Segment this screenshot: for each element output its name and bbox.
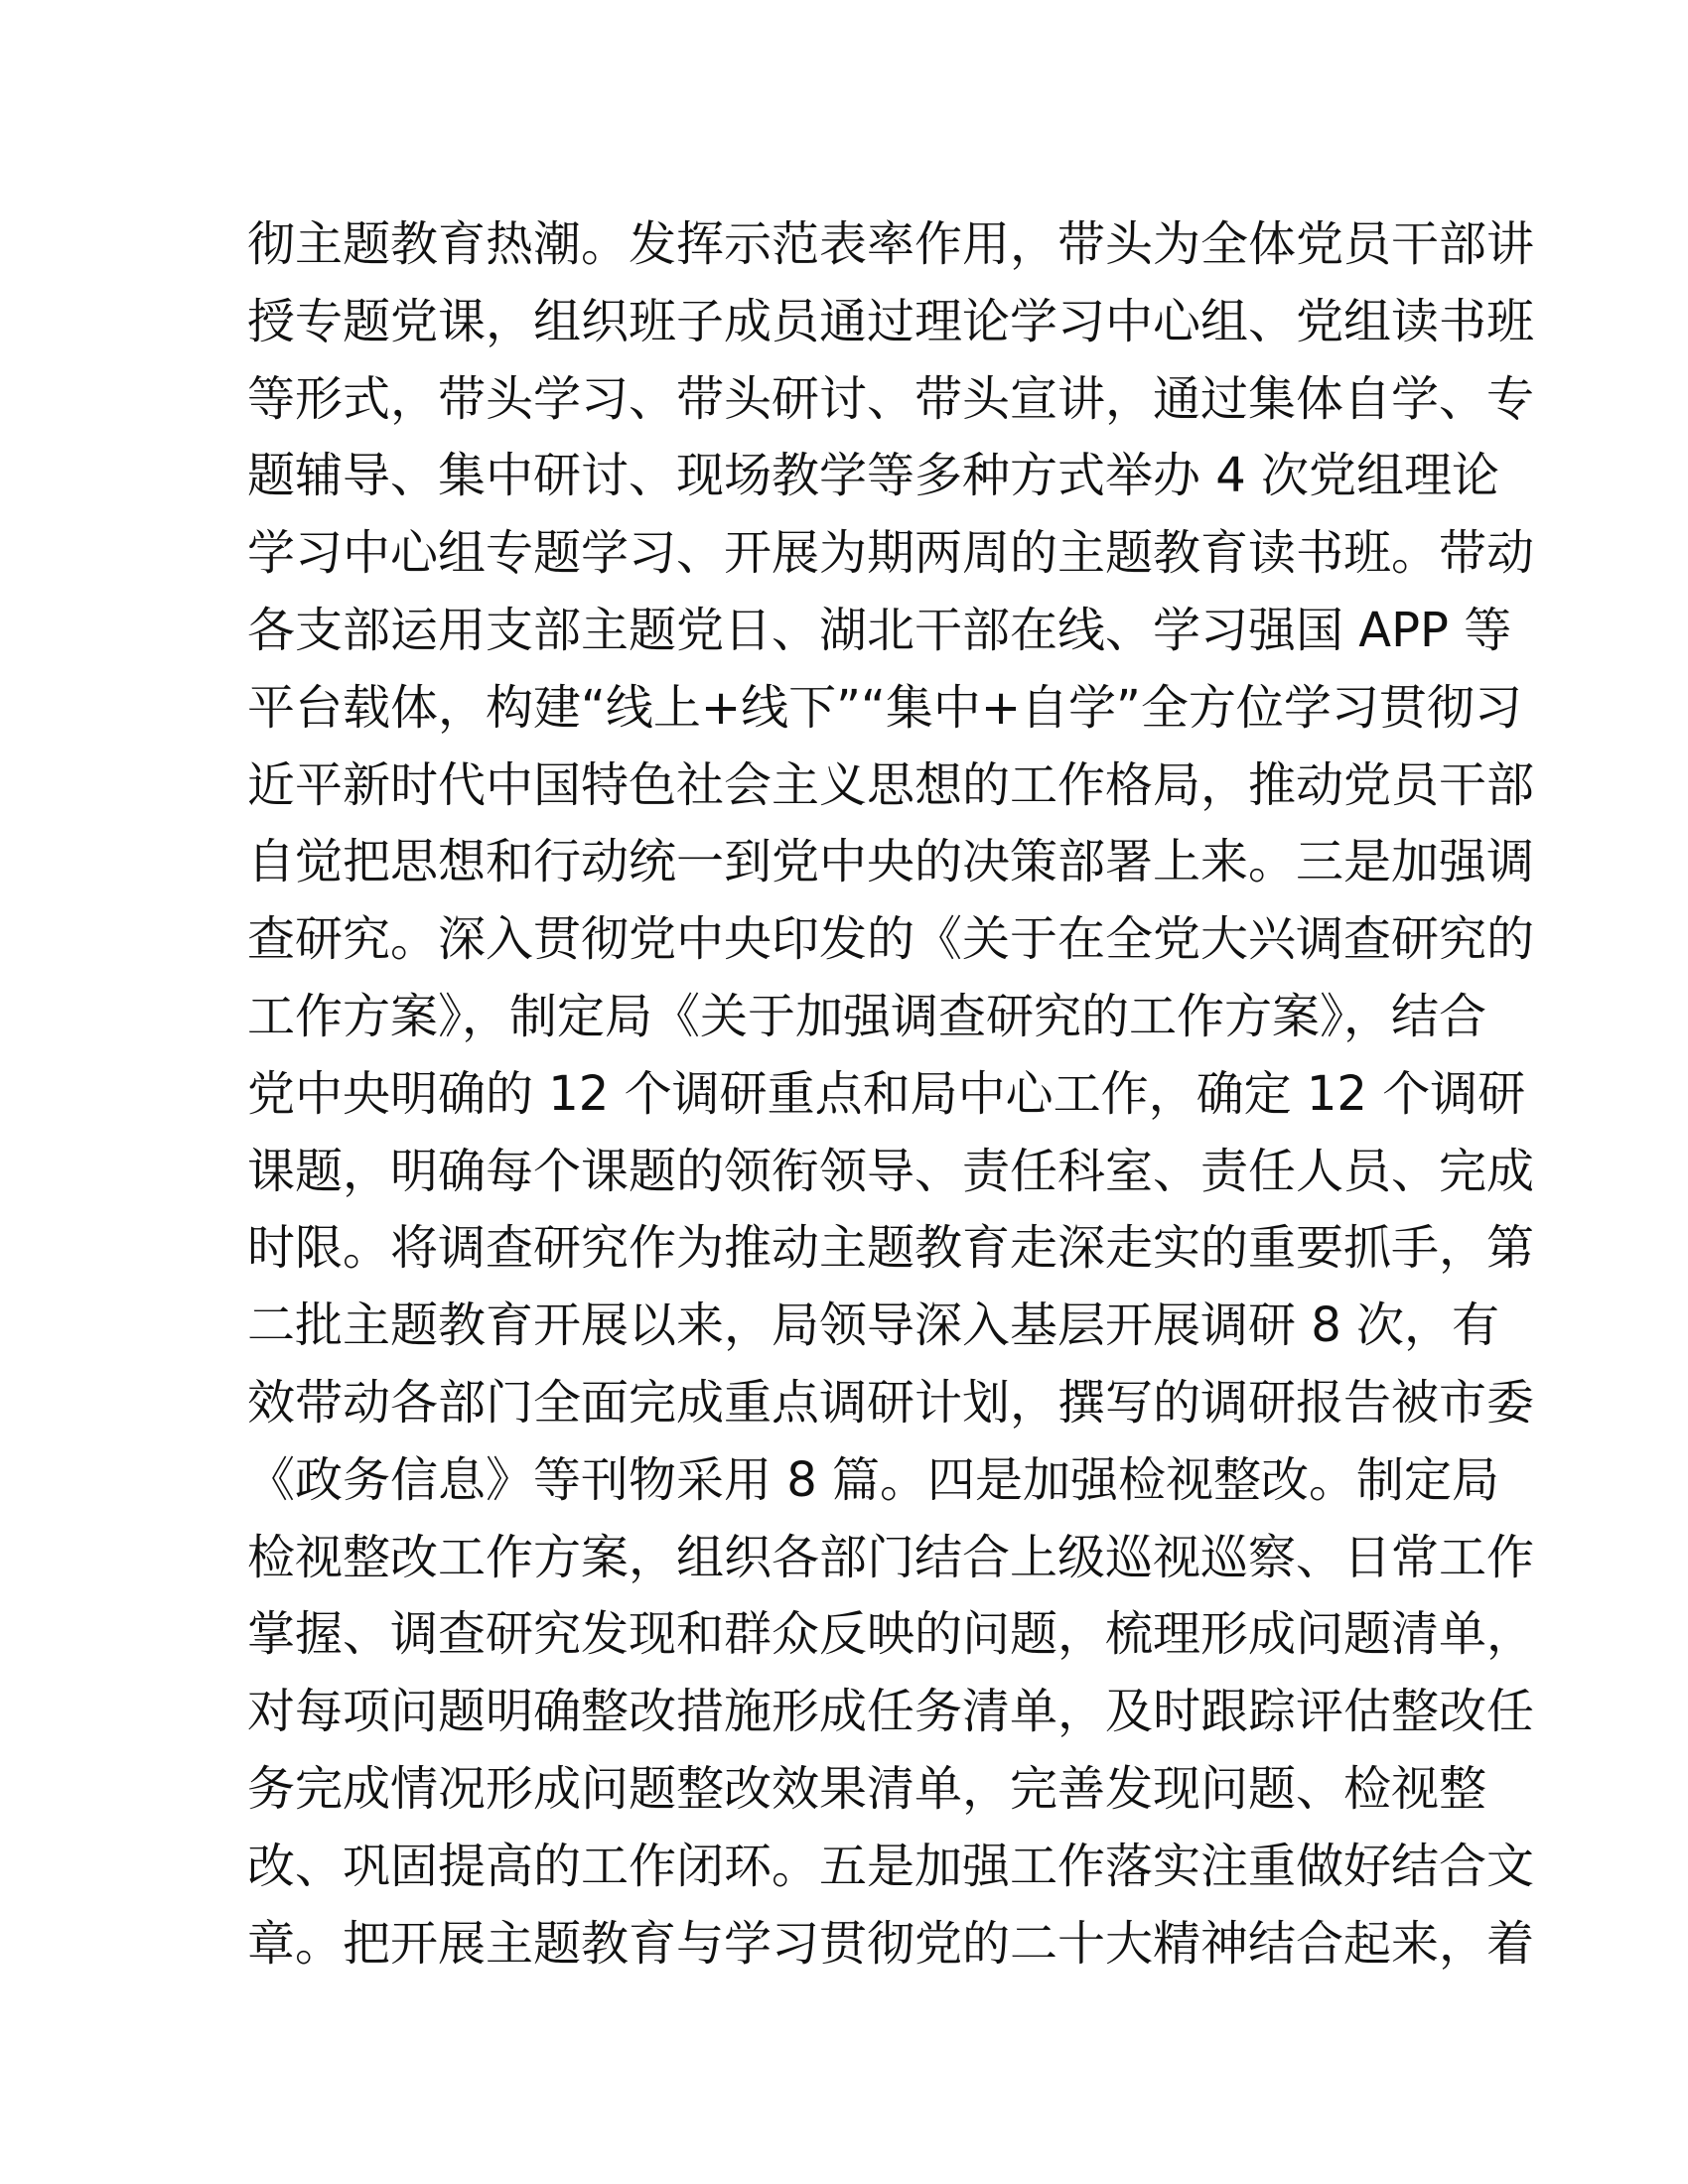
text-line: 章。把开展主题教育与学习贯彻党的二十大精神结合起来，着 [247, 1915, 1535, 1972]
text-line: 时限。将调查研究作为推动主题教育走深走实的重要抓手，第 [247, 1220, 1535, 1277]
text-line: 掌握、调查研究发现和群众反映的问题，梳理形成问题清单， [247, 1606, 1535, 1663]
text-line: 查研究。深入贯彻党中央印发的《关于在全党大兴调查研究的 [247, 911, 1535, 968]
body-text [247, 206, 1535, 1982]
text-line: 改、巩固提高的工作闭环。五是加强工作落实注重做好结合文 [247, 1838, 1535, 1894]
text-line: 二批主题教育开展以来，局领导深入基层开展调研 8 次，有 [247, 1297, 1500, 1354]
text-line: 《政务信息》等刊物采用 8 篇。四是加强检视整改。制定局 [247, 1451, 1500, 1508]
text-line: 等形式，带头学习、带头研讨、带头宣讲，通过集体自学、专 [247, 370, 1535, 427]
text-line: 对每项问题明确整改措施形成任务清单，及时跟踪评估整改任 [247, 1684, 1535, 1740]
text-line: 务完成情况形成问题整改效果清单，完善发现问题、检视整 [247, 1760, 1487, 1817]
text-line: 各支部运用支部主题党日、湖北干部在线、学习强国 APP 等 [247, 602, 1512, 658]
text-line: 学习中心组专题学习、开展为期两周的主题教育读书班。带动 [247, 525, 1535, 582]
text-line: 党中央明确的 12 个调研重点和局中心工作，确定 12 个调研 [247, 1065, 1526, 1122]
text-line: 授专题党课，组织班子成员通过理论学习中心组、党组读书班 [247, 293, 1535, 349]
text-line: 近平新时代中国特色社会主义思想的工作格局，推动党员干部 [247, 756, 1535, 813]
text-line: 平台载体，构建“线上+线下”“集中+自学”全方位学习贯彻习 [247, 679, 1522, 736]
text-line: 彻主题教育热潮。发挥示范表率作用，带头为全体党员干部讲 [247, 216, 1535, 272]
text-line: 检视整改工作方案，组织各部门结合上级巡视巡察、日常工作 [247, 1529, 1535, 1585]
text-line: 效带动各部门全面完成重点调研计划，撰写的调研报告被市委 [247, 1374, 1535, 1431]
text-line: 自觉把思想和行动统一到党中央的决策部署上来。三是加强调 [247, 834, 1535, 890]
text-line: 课题，明确每个课题的领衔领导、责任科室、责任人员、完成 [247, 1143, 1535, 1199]
text-line: 工作方案》，制定局《关于加强调查研究的工作方案》，结合 [247, 988, 1487, 1044]
text-line: 题辅导、集中研讨、现场教学等多种方式举办 4 次党组理论 [247, 448, 1500, 504]
